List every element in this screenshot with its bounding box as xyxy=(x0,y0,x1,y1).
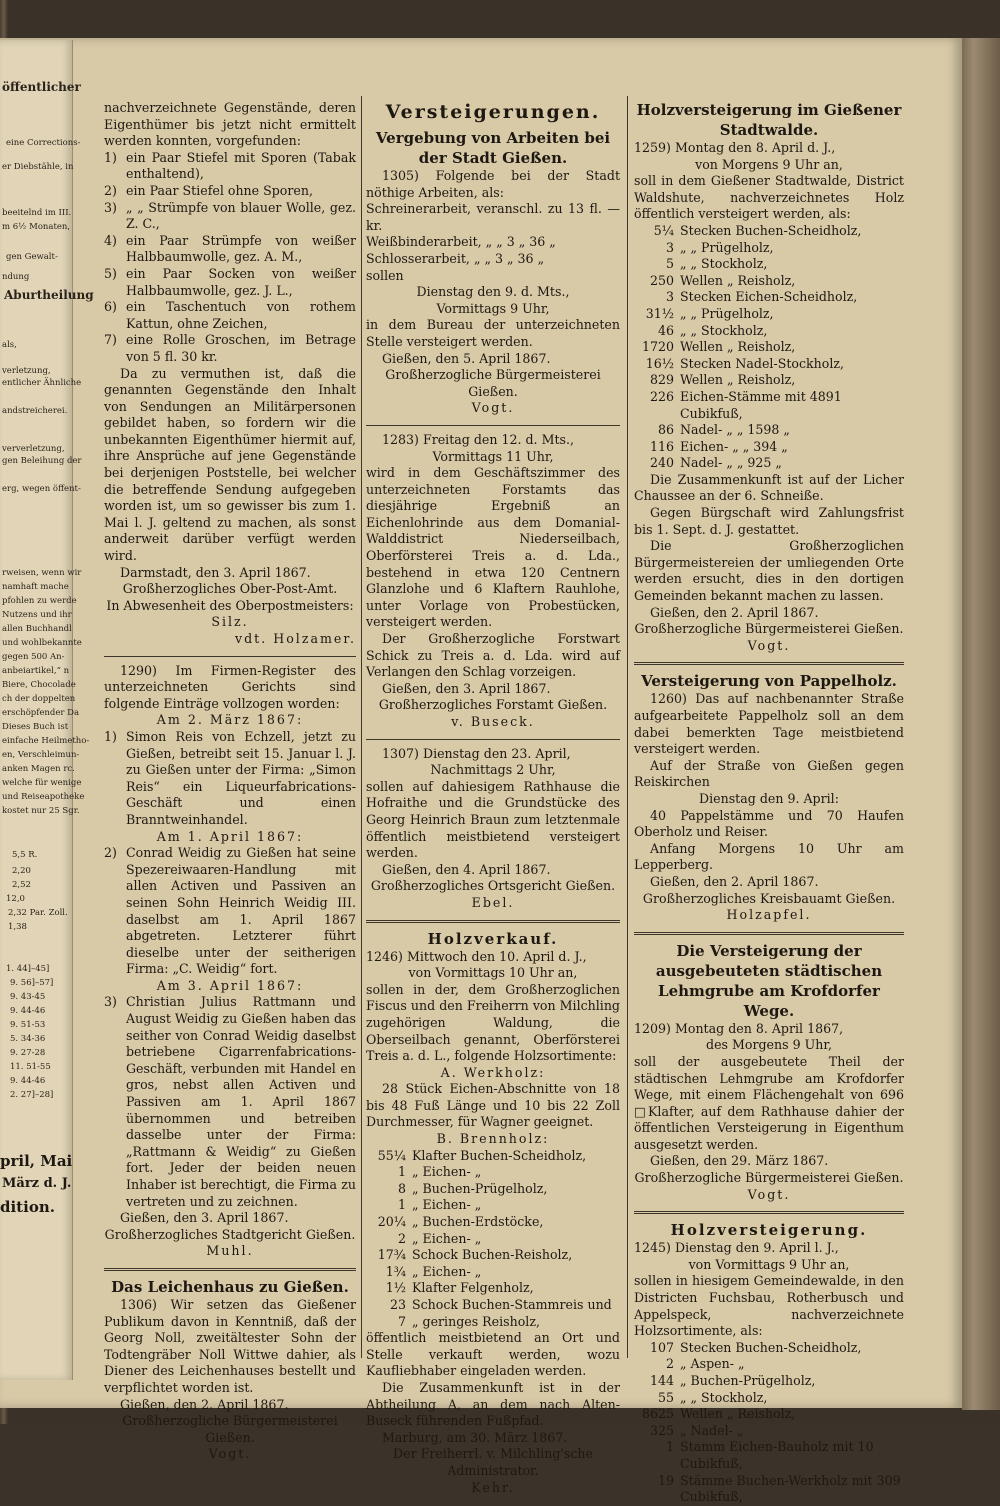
item-quantity: 3) xyxy=(104,199,117,215)
list-item xyxy=(634,1439,904,1472)
item-quantity: 226 xyxy=(649,388,674,404)
list-item xyxy=(366,1214,620,1231)
item-text: „ Eichen- „ xyxy=(412,1164,482,1180)
prev-fragment: Biere, Chocolade xyxy=(2,680,76,690)
prev-fragment: ndung xyxy=(2,272,30,282)
prev-fragment: 11. 51-55 xyxy=(10,1062,51,1072)
item-text: ein Taschentuch von rothem Kattun, ohne Zeichen, xyxy=(126,299,356,331)
item-text: „ „ Stockholz, xyxy=(680,322,768,338)
entry-date: Am 3. April 1867: xyxy=(156,977,304,993)
signature: Großherzogliche Bürgermeisterei Gießen. xyxy=(122,1413,338,1445)
notice-body: Der Großherzogliche Forstwart Schick zu Treis a. d. Lda. wird auf Verlangen den Schlag vorzeigen. xyxy=(366,631,620,680)
list-item xyxy=(634,1373,904,1390)
item-text: „ Buchen-Prügelholz, xyxy=(412,1180,548,1196)
prev-fragment: andstreicherei. xyxy=(2,406,68,416)
signature: Holzapfel. xyxy=(726,907,812,923)
notice-intro: 1290) Im Firmen-Register des unterzeichneten Gerichts sind folgende Einträge vollzogen worden: xyxy=(104,662,356,711)
prev-fragment: anbeiartikel,“ n xyxy=(2,666,70,676)
list-item xyxy=(634,289,904,306)
notice-intro: 1246) Mittwoch den 10. April d. J., xyxy=(366,948,587,964)
auction-time: des Morgens 9 Uhr, xyxy=(706,1037,832,1053)
item-quantity: 4) xyxy=(104,232,117,248)
section-heading: Holzversteigerung im Gießener Stadtwalde. xyxy=(636,101,902,139)
item-text: „ Eichen- „ xyxy=(412,1230,482,1246)
item-quantity: 55¼ xyxy=(377,1147,406,1163)
prev-fragment: ververletzung, xyxy=(2,444,65,454)
item-text: Klafter Felgenholz, xyxy=(412,1280,534,1296)
auction-time: Nachmittags 2 Uhr, xyxy=(430,762,556,778)
item-text: „ „ Stockholz, xyxy=(680,1389,768,1405)
prev-fragment: Aburtheilung xyxy=(4,288,94,302)
section-heading: Holzverkauf. xyxy=(427,929,559,948)
notice-date: Gießen, den 2. April 1867. xyxy=(650,873,819,889)
notice-intro: 1209) Montag den 8. April 1867, xyxy=(634,1020,844,1036)
item-text: Nadel- „ „ 925 „ xyxy=(680,455,782,471)
item-text: Stecken Eichen-Scheidholz, xyxy=(680,289,858,305)
item-text: „ Eichen- „ xyxy=(412,1263,482,1279)
column-1 xyxy=(104,100,356,1463)
item-text: „ Aspen- „ xyxy=(680,1356,745,1372)
item-text: Eichen-Stämme mit 4891 Cubikfuß, xyxy=(680,388,842,421)
prev-fragment: 9. 44-46 xyxy=(10,1076,46,1086)
item-quantity: 7 xyxy=(397,1313,406,1329)
signature: Vogt. xyxy=(747,637,791,653)
list-item xyxy=(634,306,904,323)
list-item xyxy=(104,299,356,332)
item-text: Schock Buchen-Reisholz, xyxy=(412,1247,573,1263)
item-quantity: 8625 xyxy=(641,1406,674,1422)
prev-fragment: Nutzens und ihr xyxy=(2,610,72,620)
signature: Großherzogliches Ober-Post-Amt. xyxy=(122,581,338,597)
prev-fragment: gen Gewalt- xyxy=(6,252,58,262)
item-text: Wellen „ Reisholz, xyxy=(680,272,796,288)
item-text: ein Paar Strümpfe von weißer Halbbaumwolle, gez. A. M., xyxy=(126,232,356,265)
section-heading: Das Leichenhaus zu Gießen. xyxy=(111,1277,349,1296)
prev-fragment: 9. 43-45 xyxy=(10,992,46,1002)
prev-fragment: 9. 27-28 xyxy=(10,1048,46,1058)
item-text: Wellen „ Reisholz, xyxy=(680,339,796,355)
signature: Großherzogliches Stadtgericht Gießen. xyxy=(104,1226,356,1242)
item-quantity: 1¾ xyxy=(385,1263,406,1279)
column-rule xyxy=(627,96,628,1358)
item-quantity: 3 xyxy=(665,289,674,305)
prev-fragment: gen Beleihung der xyxy=(2,456,82,466)
item-quantity: 3 xyxy=(665,239,674,255)
notice-body: Auf der Straße von Gießen gegen Reiskirchen xyxy=(634,757,904,790)
prev-fragment: 9. 56]–57] xyxy=(10,978,54,988)
item-quantity: 325 xyxy=(649,1422,674,1438)
item-text: ein Paar Socken von weißer Halbbaumwolle, gez. J. L., xyxy=(126,265,356,298)
prev-fragment: welche für wenige xyxy=(2,778,82,788)
entry-date: Am 1. April 1867: xyxy=(156,828,304,844)
list-item xyxy=(634,356,904,373)
item-text: Stamm Eichen-Bauholz mit 10 Cubikfuß, xyxy=(680,1439,874,1471)
notice-body: 40 Pappelstämme und 70 Haufen Oberholz und Reiser. xyxy=(634,807,904,840)
signature: Vogt. xyxy=(747,1186,791,1202)
section-heading: Versteigerung von Pappelholz. xyxy=(641,672,897,691)
notice-body: 28 Stück Eichen-Abschnitte von 18 bis 48 Fuß Länge und 10 bis 22 Zoll Durchmesser, für Wagner geeignet. xyxy=(366,1081,620,1130)
notice-date: Marburg, am 30. März 1867. xyxy=(382,1429,568,1445)
item-quantity: 144 xyxy=(649,1373,674,1388)
notice-date: Gießen, den 4. April 1867. xyxy=(382,861,551,877)
subsection-label: A. Werkholz: xyxy=(440,1064,546,1080)
signature: Vogt. xyxy=(208,1446,252,1462)
list-item xyxy=(104,266,356,299)
item-text: Wellen „ Reisholz, xyxy=(680,372,796,388)
work-line: Schreinerarbeit, veranschl. zu 13 fl. — kr. xyxy=(366,201,620,233)
divider xyxy=(634,662,904,665)
notice-body: Da zu vermuthen ist, daß die genannten Gegenstände den Inhalt von Sendungen an Militärpersonen gebildet haben, so fordern wir die unbekannten Eigenthümer hiermit auf, ihre Ansprüche auf jene Gegenstände bei derjenigen Poststelle, bei welcher die betreffende Sendung aufgegeben worden ist, um so gewisser bis zum 1. Mai l. J. geltend zu machen, als sonst anderweit darüber verfügt werden wird. xyxy=(104,365,356,564)
item-text: „ Buchen-Prügelholz, xyxy=(680,1373,816,1388)
divider xyxy=(634,1211,904,1214)
item-text: ein Paar Stiefel mit Sporen (Tabak enthaltend), xyxy=(126,149,356,182)
work-line: Weißbinderarbeit, „ „ 3 „ 36 „ xyxy=(366,234,556,250)
notice-text: sollen xyxy=(366,267,404,283)
section-heading: Die Versteigerung der ausgebeuteten städtischen Lehmgrube am Krofdorfer Wege. xyxy=(655,941,883,1020)
item-quantity: 250 xyxy=(649,272,674,288)
notice-date: Gießen, den 2. April 1867. xyxy=(650,604,819,620)
prev-fragment: eine Corrections- xyxy=(6,138,81,148)
prev-fragment: und wohlbekannte xyxy=(2,638,82,648)
prev-fragment: März d. J. xyxy=(2,1176,72,1191)
item-quantity: 16½ xyxy=(645,355,674,371)
prev-fragment: entlicher Ähnliche xyxy=(2,378,82,388)
prev-fragment: kostet nur 25 Sgr. xyxy=(2,806,80,816)
prev-fragment: Dieses Buch ist xyxy=(2,722,69,732)
notice-intro: nachverzeichnete Gegenstände, deren Eigenthümer bis jetzt nicht ermittelt werden konnten, vorgefunden: xyxy=(104,100,356,149)
notice-body: soll in dem Gießener Stadtwalde, District Waldshute, nachverzeichnetes Holz öffentlich versteigert werden, als: xyxy=(634,173,904,222)
item-text: „ „ Stockholz, xyxy=(680,256,768,272)
column-rule xyxy=(361,96,362,1358)
prev-fragment: beeitelnd im III. xyxy=(2,208,72,218)
list-item xyxy=(104,183,356,200)
prev-fragment: öffentlicher xyxy=(2,80,81,94)
prev-fragment: verletzung, xyxy=(2,366,51,376)
list-item xyxy=(634,1423,904,1440)
divider xyxy=(366,739,620,740)
list-item xyxy=(634,1406,904,1423)
entry-text: Conrad Weidig zu Gießen hat seine Spezereiwaaren-Handlung mit allen Activen und Passiven an seinen Sohn Heinrich Weidig III. daselbst am 1. April 1867 abgetreten. Letzterer führt dieselbe unter der seitherigen Firma: „C. Weidig“ fort. xyxy=(126,845,356,977)
item-quantity: 2 xyxy=(397,1230,406,1246)
prev-fragment: allen Buchhandl xyxy=(2,624,72,634)
list-item xyxy=(634,256,904,273)
prev-fragment: 1. 44]–45] xyxy=(6,964,50,974)
signature: Muhl. xyxy=(206,1243,254,1259)
notice-date: Gießen, den 5. April 1867. xyxy=(382,350,551,366)
list-item xyxy=(366,1181,620,1198)
signature: Silz. xyxy=(211,614,249,630)
item-text: „ „ Prügelholz, xyxy=(680,239,774,255)
subsection-label: B. Brennholz: xyxy=(436,1131,550,1147)
item-quantity: 5) xyxy=(104,265,117,281)
notice-body: sollen auf dahiesigem Rathhause die Hofraithe und die Grundstücke des Georg Heinrich Braun zum letztenmale öffentlich meistbietend versteigert werden. xyxy=(366,778,620,861)
prev-fragment: 9. 51-53 xyxy=(10,1020,46,1030)
item-text: eine Rolle Groschen, im Betrage von 5 fl. 30 kr. xyxy=(126,332,356,364)
list-item xyxy=(634,273,904,290)
notice-body: in dem Bureau der unterzeichneten Stelle versteigert werden. xyxy=(366,317,620,349)
notice-body: öffentlich meistbietend an Ort und Stelle verkauft werden, wozu Kaufliebhaber eingeladen werden. xyxy=(366,1330,620,1379)
item-quantity: 116 xyxy=(649,438,674,454)
notice-body: Die Großherzoglichen Bürgermeistereien der umliegenden Orte werden ersucht, dies in den dortigen Gemeinden bekannt machen zu lassen. xyxy=(634,538,904,604)
notice-body: Die Zusammenkunft ist in der Abtheilung A, an dem nach Alten-Buseck führenden Fußpfad. xyxy=(366,1379,620,1429)
work-line: Schlosserarbeit, „ „ 3 „ 36 „ xyxy=(366,250,545,266)
prev-fragment: m 6½ Monaten, xyxy=(2,222,71,232)
item-quantity: 1) xyxy=(104,149,117,165)
prev-fragment: pril, Mai xyxy=(0,1152,73,1170)
notice-date: Gießen, den 3. April 1867. xyxy=(382,680,551,696)
page-title: Versteigerungen. xyxy=(385,101,601,123)
list-item xyxy=(104,150,356,183)
item-quantity: 1½ xyxy=(385,1280,406,1296)
notice-intro: 1305) Folgende bei der Stadt nöthige Arbeiten, als: xyxy=(366,168,620,200)
list-item xyxy=(634,1340,904,1357)
item-text: Nadel- „ „ 1598 „ xyxy=(680,422,790,438)
item-quantity: 20¼ xyxy=(377,1214,406,1230)
list-item: 2) Conrad Weidig zu Gießen hat seine Spezereiwaaren-Handlung mit allen Activen und Passiven an seinen Sohn Heinrich Weidig III. daselbst am 1. April 1867 abgetreten. Letzterer führt dieselbe unter der seitherigen Firma: „C. Weidig“ fort. xyxy=(104,845,356,977)
list-item xyxy=(634,339,904,356)
notice-body: Gegen Bürgschaft wird Zahlungsfrist bis 1. Sept. d. J. gestattet. xyxy=(634,505,904,537)
item-quantity: 17¾ xyxy=(377,1247,406,1263)
item-quantity: 5¼ xyxy=(653,222,674,238)
item-quantity: 46 xyxy=(657,322,674,338)
item-text: „ „ Strümpfe von blauer Wolle, gez. Z. C., xyxy=(126,199,356,232)
item-list xyxy=(104,150,356,366)
signature: Ebel. xyxy=(471,894,515,910)
notice-intro: 1260) Das auf nachbenannter Straße aufgearbeitete Pappelholz soll an dem dabei bemerkten Tage meistbietend versteigert werden. xyxy=(634,691,904,757)
section-heading: Vergebung von Arbeiten bei der Stadt Gießen. xyxy=(375,129,611,167)
prev-fragment: einfache Heilmetho- xyxy=(2,736,90,746)
entry-text: Simon Reis von Echzell, jetzt zu Gießen, betreibt seit 15. Januar l. J. zu Gießen unter der Firma: „Simon Reis“ ein Liqueurfabrications-Geschäft und einen Branntweinhandel. xyxy=(126,728,356,827)
list-item xyxy=(366,1264,620,1281)
signature: Großherzogliches Ortsgericht Gießen. xyxy=(370,878,616,894)
item-text: Stecken Buchen-Scheidholz, xyxy=(680,1339,862,1355)
list-item xyxy=(634,323,904,340)
item-quantity: 6) xyxy=(104,299,117,315)
prev-fragment: dition. xyxy=(0,1198,55,1216)
list-item xyxy=(634,372,904,389)
item-text: Eichen- „ „ 394 „ xyxy=(680,438,788,454)
item-text: „ Eichen- „ xyxy=(412,1197,482,1213)
item-quantity: 107 xyxy=(649,1339,674,1355)
list-item xyxy=(366,1314,620,1331)
list-item xyxy=(634,1473,904,1506)
list-item xyxy=(366,1164,620,1181)
prev-fragment: 2. 27]–28] xyxy=(10,1090,54,1100)
prev-fragment: er Diebstähle, in xyxy=(2,162,74,172)
prev-fragment: 5,5 R. xyxy=(12,850,38,860)
list-item xyxy=(634,422,904,439)
signature: Großherzogliche Bürgermeisterei Gießen. xyxy=(634,621,904,637)
list-item xyxy=(366,1280,620,1297)
notice-intro: 1307) Dienstag den 23. April, xyxy=(382,745,571,761)
item-text: Schock Buchen-Stammreis und xyxy=(412,1297,612,1312)
notice-intro: 1283) Freitag den 12. d. Mts., xyxy=(382,431,574,447)
auction-time: Vormittags 11 Uhr, xyxy=(432,448,554,464)
prev-fragment: gegen 500 An- xyxy=(2,652,65,662)
list-item: 1) Simon Reis von Echzell, jetzt zu Gießen, betreibt seit 15. Januar l. J. zu Gießen unter der Firma: „Simon Reis“ ein Liqueurfabrications-Geschäft und einen Branntweinhandel. xyxy=(104,728,356,827)
item-quantity: 2 xyxy=(665,1356,674,1372)
list-item: 3) Christian Julius Rattmann und August Weidig zu Gießen haben das seither von Conrad Weidig daselbst betriebene Cigarrenfabrications-Geschäft, verbunden mit Handel en gros, nebst allen Activen und Passiven am 1. April 1867 übernommen und betreiben dasselbe unter der Firma: „Rattmann & Weidig“ zu Gießen fort. Jeder der beiden neuen Inhaber ist berechtigt, die Firma zu vertreten und zu zeichnen. xyxy=(104,994,357,1209)
item-quantity: 1 xyxy=(397,1197,406,1213)
prev-fragment: pfohlen zu werde xyxy=(2,596,77,606)
list-item xyxy=(634,1390,904,1407)
item-text: „ Nadel- „ xyxy=(680,1422,744,1438)
notice-date: Gießen, den 2. April 1867. xyxy=(120,1396,289,1412)
notice-body: sollen in der, dem Großherzoglichen Fiscus und den Freiherrn von Milchling zugehörigen Waldung, die Oberseilbach genannt, Oberförsterei Treis a. d. L., folgende Holzsortimente: xyxy=(366,981,620,1064)
list-item xyxy=(634,223,904,240)
item-quantity: 1 xyxy=(397,1164,406,1180)
item-quantity: 55 xyxy=(657,1389,674,1405)
item-quantity: 23 xyxy=(389,1297,406,1312)
list-item xyxy=(104,332,356,365)
list-item xyxy=(366,1197,620,1214)
signature: v. Buseck. xyxy=(451,714,535,729)
list-item xyxy=(634,240,904,257)
entry-date: Am 2. März 1867: xyxy=(156,712,304,728)
list-item xyxy=(366,1231,620,1248)
divider xyxy=(104,656,356,657)
entry-text: Christian Julius Rattmann und August Weidig zu Gießen haben das seither von Conrad Weidig daselbst betriebene Cigarrenfabrications-Geschäft, verbunden mit Handel en gros, nebst allen Activen und Passiven am 1. April 1867 übernommen und betreiben dasselbe unter der Firma: „Rattmann & Weidig“ zu Gießen fort. Jeder der beiden neuen Inhaber ist berechtigt, die Firma zu vertreten und zu zeichnen. xyxy=(126,994,357,1209)
notice-body: Die Zusammenkunft ist auf der Licher Chaussee an der 6. Schneiße. xyxy=(634,471,904,504)
notice-body: sollen in hiesigem Gemeindewalde, in den Districten Fuchsbau, Rotherbusch und Appelspeck, nachverzeichnete Holzsortimente, als: xyxy=(634,1273,904,1339)
item-quantity: 8 xyxy=(397,1180,406,1196)
prev-fragment: 2,32 Par. Zoll. xyxy=(8,908,68,918)
notice-date: Darmstadt, den 3. April 1867. xyxy=(120,564,311,580)
item-quantity: 19 xyxy=(657,1472,674,1488)
book-spine xyxy=(962,38,1000,1410)
list-item xyxy=(634,1356,904,1373)
divider xyxy=(366,920,620,923)
notice-date: Gießen, den 3. April 1867. xyxy=(120,1210,289,1226)
item-quantity: 829 xyxy=(649,372,674,388)
item-text: ein Paar Stiefel ohne Sporen, xyxy=(126,182,313,198)
item-text: „ Buchen-Erdstöcke, xyxy=(412,1214,544,1230)
prev-fragment: rweisen, wenn wir xyxy=(2,568,82,578)
prev-fragment: 12,0 xyxy=(6,894,25,904)
prev-fragment: 1,38 xyxy=(8,922,27,932)
item-text: „ „ Prügelholz, xyxy=(680,305,774,321)
divider xyxy=(104,1268,356,1271)
list-item xyxy=(634,439,904,456)
list-item xyxy=(634,389,904,422)
item-quantity: 7) xyxy=(104,332,117,348)
item-text: Wellen „ Reisholz, xyxy=(680,1406,796,1422)
item-text: Stämme Buchen-Werkholz mit 309 Cubikfuß, xyxy=(680,1472,901,1505)
prev-fragment: und Reiseapotheke xyxy=(2,792,85,802)
prev-fragment: en, Verschleimun- xyxy=(2,750,80,760)
prev-fragment: 2,52 xyxy=(12,880,31,890)
signature: In Abwesenheit des Oberpostmeisters: xyxy=(106,597,354,613)
prev-fragment: als, xyxy=(2,340,17,350)
auction-time: von Vormittags 10 Uhr an, xyxy=(408,965,578,981)
item-text: Stecken Nadel-Stockholz, xyxy=(680,355,845,371)
item-quantity: 1 xyxy=(665,1439,674,1455)
section-heading: Holzversteigerung. xyxy=(670,1221,868,1240)
prev-fragment: anken Magen rc. xyxy=(2,764,75,774)
item-text: Stecken Buchen-Scheidholz, xyxy=(680,222,862,238)
prev-fragment: erg, wegen öffent- xyxy=(2,484,81,494)
prev-fragment: 2,20 xyxy=(12,866,31,876)
item-quantity: 1720 xyxy=(641,339,674,355)
list-item xyxy=(366,1247,620,1264)
auction-time: von Vormittags 9 Uhr an, xyxy=(688,1256,850,1272)
notice-body: Anfang Morgens 10 Uhr am Lepperberg. xyxy=(634,840,904,873)
list-item xyxy=(366,1148,620,1165)
notice-intro: 1245) Dienstag den 9. April l. J., xyxy=(634,1240,839,1256)
signature: Großherzogliche Bürgermeisterei Gießen. xyxy=(634,1170,904,1186)
notice-date: Gießen, den 29. März 1867. xyxy=(650,1153,829,1169)
previous-page-fragment xyxy=(0,40,94,1380)
wood-list xyxy=(634,1340,904,1506)
item-quantity: 240 xyxy=(649,455,674,471)
column-3 xyxy=(634,100,904,1506)
notice-body: soll der ausgebeutete Theil der städtischen Lehmgrube am Krofdorfer Wege, mit einem Flächengehalt von 696 □Klafter, auf dem Rathhause dahier der öffentlichen Versteigerung in Eigenthum ausgesetzt werden. xyxy=(634,1053,904,1152)
signature: Großherzogliche Bürgermeisterei Gießen. xyxy=(385,367,601,399)
prev-fragment: namhaft mache xyxy=(2,582,69,592)
prev-fragment: ch der doppelten xyxy=(2,694,76,704)
auction-time: Vormittags 9 Uhr, xyxy=(436,300,550,316)
signature: Vogt. xyxy=(471,400,515,416)
divider xyxy=(366,425,620,426)
notice-intro: 1259) Montag den 8. April d. J., xyxy=(634,140,836,155)
auction-time: von Morgens 9 Uhr an, xyxy=(695,156,843,172)
prev-fragment: 9. 44-46 xyxy=(10,1006,46,1016)
divider xyxy=(634,932,904,935)
column-2 xyxy=(366,100,620,1496)
wood-list xyxy=(634,223,904,472)
signature: Der Freiherrl. v. Milchling'sche Administrator. xyxy=(393,1446,593,1478)
list-item xyxy=(104,200,356,233)
list-item xyxy=(366,1297,620,1314)
notice-body: wird in dem Geschäftszimmer des unterzeichneten Forstamts das diesjährige Ergebniß an Eichenlohrinde aus dem Domanial-Walddistrict Niederseilbach, Oberförsterei Treis a. d. Lda., bestehend in etwa 120 Centnern Glanzlohe und 6 Klaftern Rauhlohe, unter Vorlage von Probestücken, versteigert werden. xyxy=(366,465,620,630)
list-item xyxy=(104,233,356,266)
signature: vdt. Holzamer. xyxy=(234,631,356,646)
wood-list xyxy=(366,1148,620,1331)
signature: Großherzogliches Forstamt Gießen. xyxy=(378,697,608,713)
list-item xyxy=(634,455,904,472)
item-text: „ geringes Reisholz, xyxy=(412,1313,540,1329)
item-quantity: 31½ xyxy=(645,305,674,321)
signature: Großherzogliches Kreisbauamt Gießen. xyxy=(642,890,896,906)
auction-time: Dienstag den 9. April: xyxy=(699,790,839,806)
signature: Kehr. xyxy=(471,1479,515,1495)
notice-body: 1306) Wir setzen das Gießener Publikum davon in Kenntniß, daß der Georg Noll, zweitältester Sohn der Todtengräber Noll Wittwe dahier, als Diener des Leichenhauses bestellt und verpflichtet worden ist. xyxy=(104,1296,356,1395)
item-quantity: 5 xyxy=(665,256,674,272)
item-quantity: 86 xyxy=(657,422,674,438)
item-quantity: 2) xyxy=(104,182,117,198)
auction-time: Dienstag den 9. d. Mts., xyxy=(416,284,570,300)
prev-fragment: 5. 34-36 xyxy=(10,1034,46,1044)
item-text: Klafter Buchen-Scheidholz, xyxy=(412,1147,587,1163)
prev-fragment: erschöpfender Da xyxy=(2,708,80,718)
